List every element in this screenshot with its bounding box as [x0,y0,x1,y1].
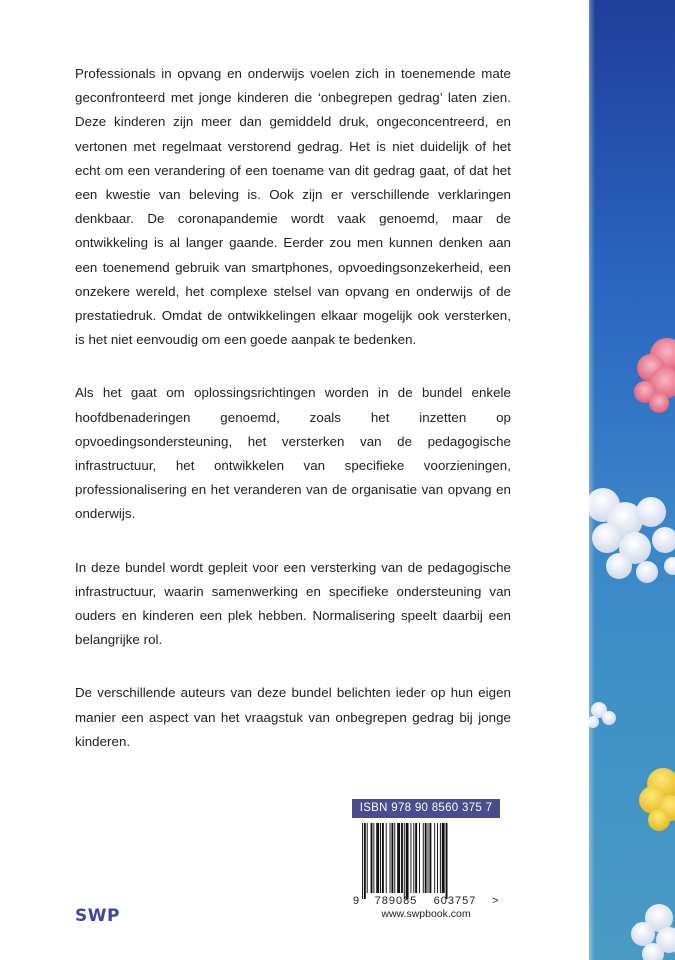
paragraph-authors: De verschillende auteurs van deze bundel belichten ieder op hun eigen manier een aspect van het vraagstuk van onbegrepen gedrag bij jonge kinderen. [75,685,511,749]
paragraph-intro: Professionals in opvang en onderwijs voelen zich in toenemende mate geconfronteerd met jonge kinderen die ‘onbegrepen gedrag’ laten zien. Deze kinderen zijn meer dan gemiddeld druk, ongeconcentreerd, en vertonen met regelmaat verstorend gedrag. Het is niet duidelijk of het echt om een verandering of een toename van dit gedrag gaat, of dat het een kwestie van beleving is. Ook zijn er verschillende verklaringen denkbaar. De coronapandemie wordt vaak genoemd, maar de ontwikkeling is al langer gaande. Eerder zou men kunnen denken aan een toenemend gebruik van smartphones, opvoedingsonzekerheid, een onzekere wereld, het complexe stelsel van opvang en onderwijs of de prestatiedruk. Omdat de ontwikkelingen elkaar mogelijk ook versterken, is het niet eenvoudig om een goede aanpak te bedenken. [75,66,511,348]
barcode-bar [429,823,431,893]
paragraph-solutions: Als het gaat om oplossingsrichtingen worden in de bundel enkele hoofdbenaderingen genoemd, zoals het inzetten op opvoedingsondersteuning, het versterken van de pedagogische infrastructuur, het ontwikkelen van specifieke voorzieningen, professionalisering en het veranderen van de organisatie van opvang en onderwijs. [75,385,511,522]
isbn-label: ISBN 978 90 8560 375 7 [352,799,500,818]
barcode-left-digits: 789085 [374,895,418,906]
barcode-bar [391,823,393,893]
barcode-right-digits: 603757 [433,895,477,906]
barcode-bar [410,823,411,893]
cover-art-strip [589,0,675,960]
barcode-bar [434,823,435,893]
barcode-bar [394,823,395,893]
barcode-bar [440,823,441,893]
barcode-bar [442,823,445,893]
barcode-bar [425,823,427,893]
barcode-bar [376,823,379,893]
barcode-bar [364,823,366,899]
barcode-bar [373,823,374,893]
paragraph-plea: In deze bundel wordt gepleit voor een versterking van de pedagogische infrastructuur, waarin samenwerking en specifieke ondersteuning van ouders en kinderen een plek hebben. Normalisering speelt daarbij een belangrijke rol. [75,559,511,648]
barcode-bar [415,823,417,893]
barcode-bar [390,823,391,893]
barcode-bar [406,823,409,899]
barcode-bar [382,823,384,893]
barcode-bar [386,823,387,893]
back-cover-text [75,62,511,783]
barcode-bar [401,823,403,893]
white-cloud [589,488,675,583]
isbn-barcode-block [352,799,500,920]
barcode-bar [423,823,424,893]
small-white-cloud [589,702,616,728]
isbn-barcode [352,823,500,906]
barcode-bar [371,823,373,893]
yellow-cloud [639,768,675,831]
publisher-logo: SWP [75,906,120,926]
barcode-bar [397,823,400,893]
barcode-end-marker: > [492,895,499,906]
barcode-bar [446,823,448,899]
barcode-bars [362,823,448,899]
barcode-bar [413,823,414,893]
barcode-bar [362,823,363,899]
barcode-bar [380,823,381,893]
barcode-bar [404,823,405,899]
publisher-website: www.swpbook.com [381,908,471,920]
pink-cloud [634,338,675,413]
cotton-clouds-illustration [589,0,675,960]
barcode-bar [419,823,420,893]
barcode-bar [437,823,438,893]
barcode-bar [428,823,429,893]
barcode-bar [367,823,368,893]
barcode-first-digit: 9 [353,895,360,906]
bottom-white-cloud [631,904,675,960]
